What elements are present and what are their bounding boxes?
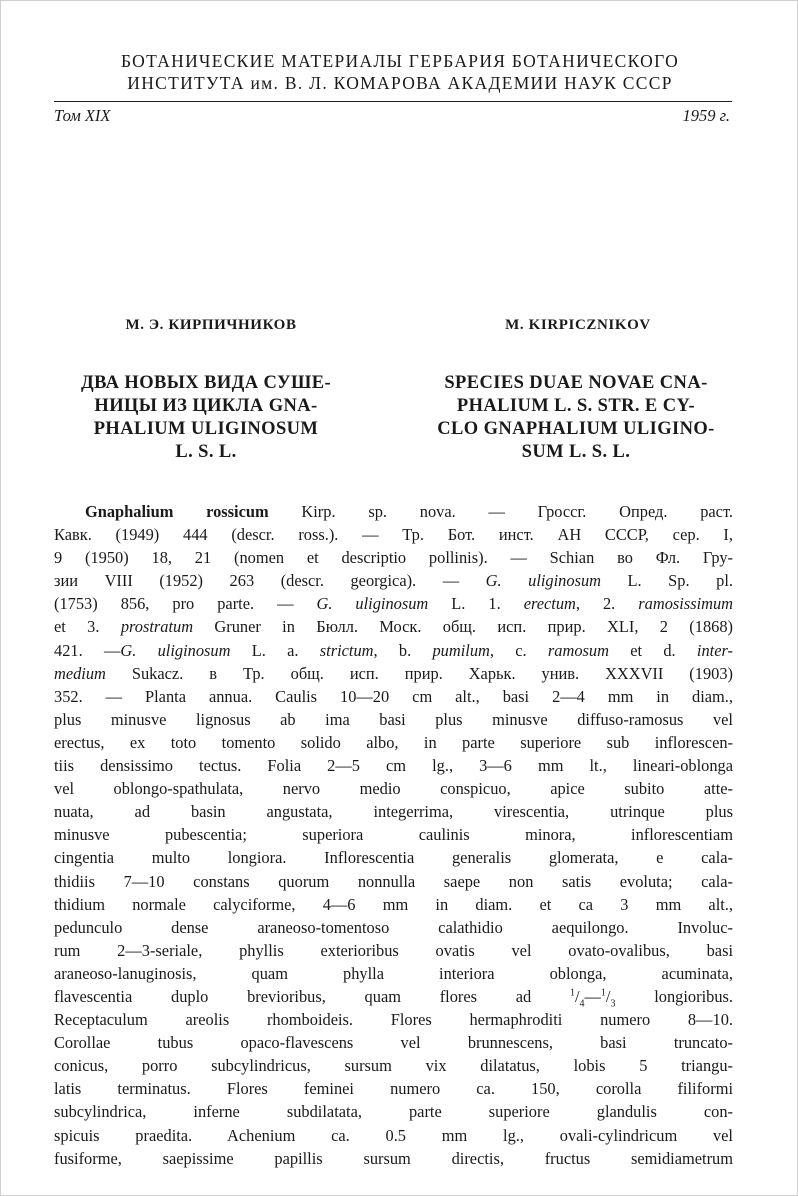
- text-line: Кавк. (1949) 444 (descr. ross.). — Тр. Бот. инст. АН СССР, сер. I,: [54, 525, 733, 545]
- text-line: cingentia multo longiora. Inflorescentia generalis glomerata, e cala-: [54, 848, 733, 868]
- text-line: Gnaphalium rossicum Kirp. sp. nova. — Гроссг. Опред. раст.: [85, 502, 733, 521]
- text-line: minusve pubescentia; superiora caulinis minora, inflorescentiam: [54, 825, 733, 845]
- body-text: [54, 500, 733, 1170]
- year-label: 1959 г.: [682, 106, 730, 125]
- text-line: pedunculo dense araneoso-tomentoso calathidio aequilongo. Involuc-: [54, 917, 733, 937]
- species-name: Gnaphalium rossicum: [85, 502, 269, 521]
- text-line: vel oblongo-spathulata, nervo medio conspicuo, apice subito atte-: [54, 779, 733, 799]
- text-line: latis terminatus. Flores feminei numero ca. 150, corolla filiformi: [54, 1079, 733, 1099]
- title-russian-line: L. S. L.: [175, 442, 237, 462]
- text-line: plus minusve lignosus ab ima basi plus minusve diffuso-ramosus vel: [54, 709, 733, 729]
- text-line: tiis densissimo tectus. Folia 2—5 cm lg., 3—6 mm lt., lineari-oblonga: [54, 756, 733, 776]
- text-line: (1753) 856, pro parte. — G. uliginosum L. 1. erectum, 2. ramosissimum: [54, 594, 733, 614]
- text-line: araneoso-lanuginosis, quam phylla interiora oblonga, acuminata,: [54, 963, 733, 983]
- text-line: зии VIII (1952) 263 (descr. georgica). — G. uliginosum L. Sp. pl.: [54, 571, 733, 591]
- title-russian-line: ДВА НОВЫХ ВИДА СУШЕ-: [80, 373, 332, 393]
- title-latin-line: SUM L. S. L.: [521, 442, 631, 462]
- journal-title-line-1: БОТАНИЧЕСКИЕ МАТЕРИАЛЫ ГЕРБАРИЯ БОТАНИЧЕСКОГО: [120, 51, 680, 71]
- text-line: 421. —G. uliginosum L. a. strictum, b. pumilum, c. ramosum et d. inter-: [54, 640, 734, 660]
- text-line: Corollae tubus opaco-flavescens vel brunnescens, basi truncato-: [54, 1033, 733, 1053]
- author-latin: M. KIRPICZNIKOV: [505, 317, 651, 333]
- text-line: conicus, porro subcylindricus, sursum vix dilatatus, lobis 5 triangu-: [54, 1056, 733, 1076]
- title-latin-line: PHALIUM L. S. STR. E CY-: [456, 396, 696, 416]
- fraction: $^1/_3$: [600, 986, 616, 1010]
- text-line: 9 (1950) 18, 21 (nomen et descriptio pollinis). — Schian во Фл. Гру-: [54, 548, 733, 568]
- header-rule: [54, 101, 732, 102]
- text-line: Receptaculum areolis rhomboideis. Flores hermaphroditi numero 8—10.: [54, 1010, 733, 1030]
- text-line: flavescentia duplo brevioribus, quam flores ad $^1/_4—^1/_3$ longioribus.: [54, 986, 733, 1010]
- title-latin-line: CLO GNAPHALIUM ULIGINO-: [437, 419, 715, 439]
- title-latin-line: SPECIES DUAE NOVAE CNA-: [444, 373, 708, 393]
- author-russian: М. Э. КИРПИЧНИКОВ: [125, 317, 297, 333]
- fraction: $^1/_4$: [569, 986, 585, 1010]
- title-latin: [411, 372, 741, 464]
- text-line: rum 2—3-seriale, phyllis exterioribus ovatis vel ovato-ovalibus, basi: [54, 940, 733, 960]
- text-line: fusiforme, saepissime papillis sursum directis, fructus semidiametrum: [54, 1148, 733, 1168]
- volume-label: Том XIX: [54, 106, 111, 125]
- text-line: spicuis praedita. Achenium ca. 0.5 mm lg., ovali-cylindricum vel: [54, 1125, 733, 1145]
- text-line: 352. — Planta annua. Caulis 10—20 cm alt., basi 2—4 mm in diam.,: [54, 686, 733, 706]
- text-line: et 3. prostratum Gruner in Бюлл. Моск. общ. исп. прир. XLI, 2 (1868): [54, 617, 733, 637]
- text-line: nuata, ad basin angustata, integerrima, virescentia, utrinque plus: [54, 802, 733, 822]
- text-line: subcylindrica, inferne subdilatata, parte superiore glandulis con-: [54, 1102, 733, 1122]
- journal-title-line-2: ИНСТИТУТА им. В. Л. КОМАРОВА АКАДЕМИИ НАУК СССР: [127, 73, 673, 93]
- title-russian-line: НИЦЫ ИЗ ЦИКЛА GNA-: [94, 396, 318, 416]
- text-line: thidiis 7—10 constans quorum nonnulla saepe non satis evoluta; cala-: [54, 871, 733, 891]
- title-russian: [46, 372, 366, 464]
- text-line: thidium normale calyciforme, 4—6 mm in diam. et ca 3 mm alt.,: [54, 894, 733, 914]
- text-line: medium Sukacz. в Тр. общ. исп. прир. Харьк. унив. XXXVII (1903): [54, 663, 733, 683]
- text-line: erectus, ex toto tomento solido albo, in parte superiore sub inflorescen-: [54, 732, 733, 752]
- title-russian-line: PHALIUM ULIGINOSUM: [93, 419, 319, 439]
